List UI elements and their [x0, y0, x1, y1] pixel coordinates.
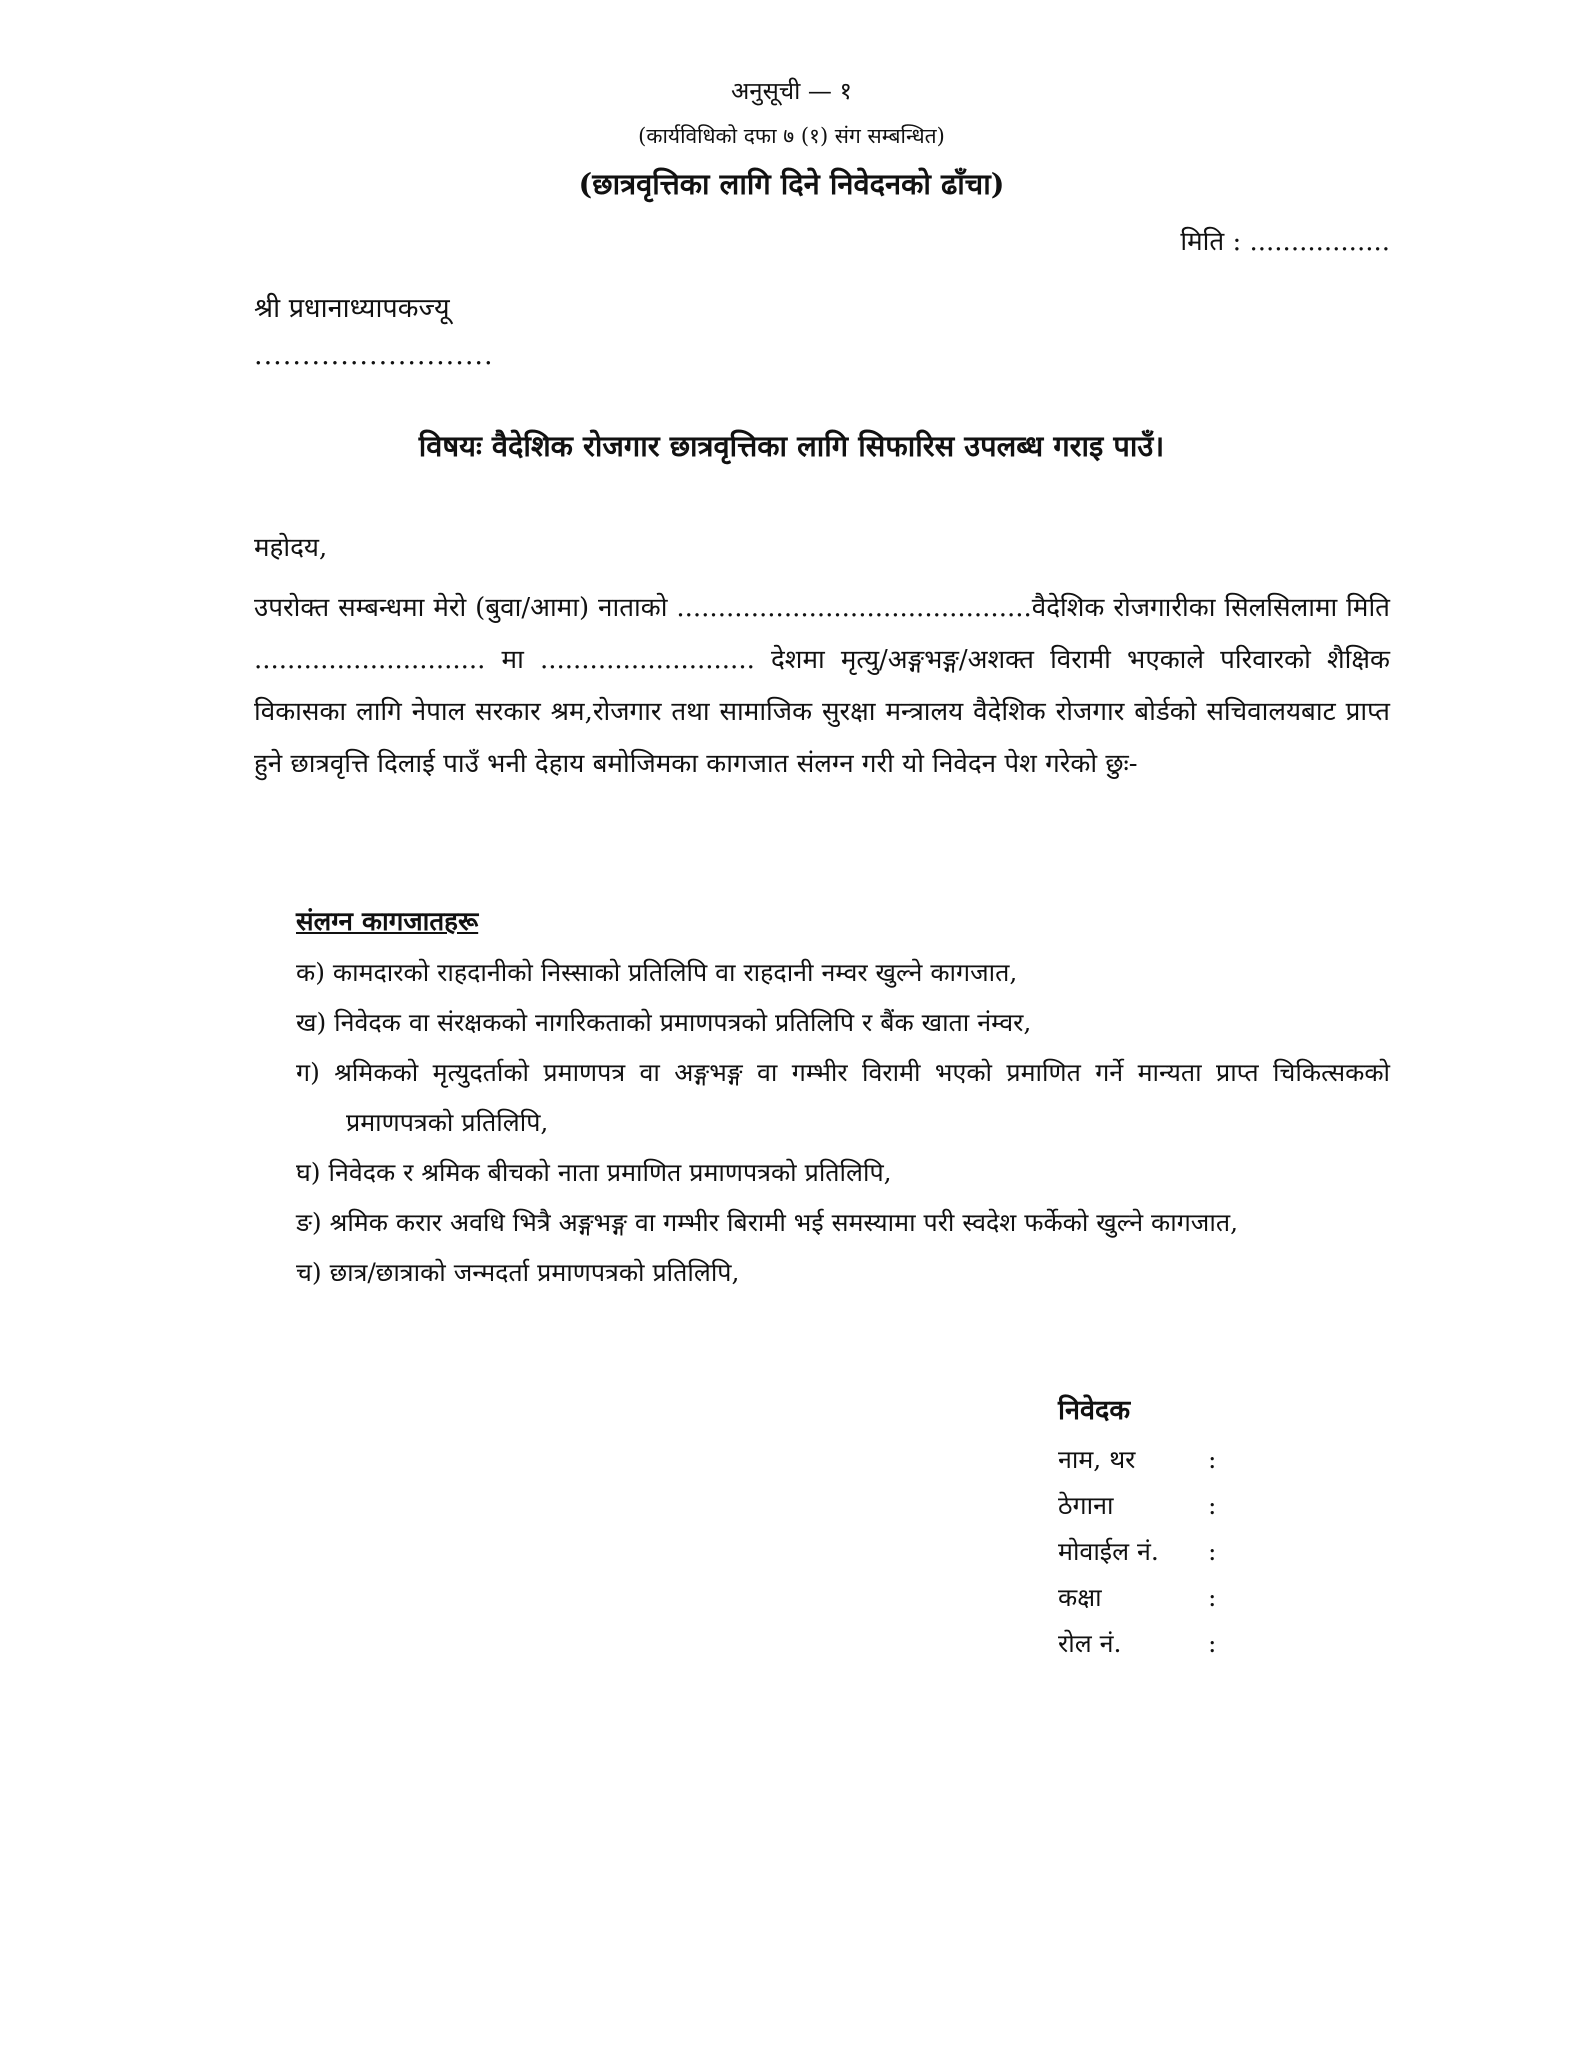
field-label: ठेगाना — [1058, 1491, 1114, 1520]
letter-body: उपरोक्त सम्बन्धमा मेरो (बुवा/आमा) नाताको ...........................................वैदेशिक रोजगारीका सिलसिलामा मिति ............................ मा .......................... देशमा मृत्यु/अङ्गभङ्ग/अशक्त विरामी भएकाले परिवारको शैक्षिक विकासका लागि नेपाल सरकार श्रम,रोजगार तथा सामाजिक सुरक्षा मन्त्रालय वैदेशिक रोजगार बोर्डको सचिवालयबाट प्राप्त हुने छात्रवृत्ति दिलाई पाउँ भनी देहाय बमोजिमका कागजात संलग्न गरी यो निवेदन पेश गरेको छुः- — [254, 593, 1390, 779]
applicant-field-class — [1058, 1575, 1388, 1621]
applicant-title: निवेदक — [1058, 1395, 1131, 1426]
attachment-item: ङ) श्रमिक करार अवधि भित्रै अङ्गभङ्ग वा गम्भीर बिरामी भई समस्यामा परी स्वदेश फर्केको खुल्ने कागजात, — [296, 1208, 1239, 1237]
applicant-field-roll — [1058, 1621, 1388, 1667]
subject-line: विषयः वैदेशिक रोजगार छात्रवृत्तिका लागि सिफारिस उपलब्ध गराइ पाउँ। — [418, 429, 1165, 463]
related-clause-note: (कार्यविधिको दफा ७ (१) संग सम्बन्धित) — [638, 124, 945, 148]
applicant-field-name — [1058, 1437, 1388, 1483]
field-colon: : — [1208, 1629, 1217, 1658]
field-label: कक्षा — [1058, 1583, 1102, 1612]
field-label: रोल नं. — [1058, 1629, 1122, 1658]
attachments-heading: संलग्न कागजातहरू — [296, 907, 479, 937]
attachment-item: च) छात्र/छात्राको जन्मदर्ता प्रमाणपत्रको प्रतिलिपि, — [296, 1258, 740, 1287]
annex-label: अनुसूची — १ — [730, 77, 853, 105]
date-line: मिति : ................. — [1180, 227, 1390, 257]
form-title: (छात्रवृत्तिका लागि दिने निवेदनको ढाँचा) — [578, 167, 1005, 201]
field-colon: : — [1208, 1583, 1217, 1612]
attachment-item: ख) निवेदक वा संरक्षकको नागरिकताको प्रमाणपत्रको प्रतिलिपि र बैंक खाता नंम्वर, — [296, 1008, 1032, 1037]
attachments-list — [296, 948, 1390, 1298]
addressee-blank: ......................... — [254, 340, 494, 371]
applicant-field-address — [1058, 1483, 1388, 1529]
applicant-block — [1058, 1390, 1388, 1667]
field-label: मोवाईल नं. — [1058, 1537, 1159, 1566]
applicant-field-mobile — [1058, 1529, 1388, 1575]
field-colon: : — [1208, 1445, 1217, 1474]
field-label: नाम, थर — [1058, 1445, 1136, 1474]
field-colon: : — [1208, 1491, 1217, 1520]
attachment-item: क) कामदारको राहदानीको निस्साको प्रतिलिपि वा राहदानी नम्वर खुल्ने कागजात, — [296, 958, 1018, 987]
salutation: महोदय, — [254, 533, 328, 563]
attachment-item: ग) श्रमिकको मृत्युदर्ताको प्रमाणपत्र वा अङ्गभङ्ग वा गम्भीर विरामी भएको प्रमाणित गर्ने मान्यता प्राप्त चिकित्सकको प्रमाणपत्रको प्रतिलिपि, — [296, 1058, 1390, 1137]
field-colon: : — [1208, 1537, 1217, 1566]
attachment-item: घ) निवेदक र श्रमिक बीचको नाता प्रमाणित प्रमाणपत्रको प्रतिलिपि, — [296, 1158, 892, 1187]
addressee-name: श्री प्रधानाध्यापकज्यू — [254, 293, 450, 324]
